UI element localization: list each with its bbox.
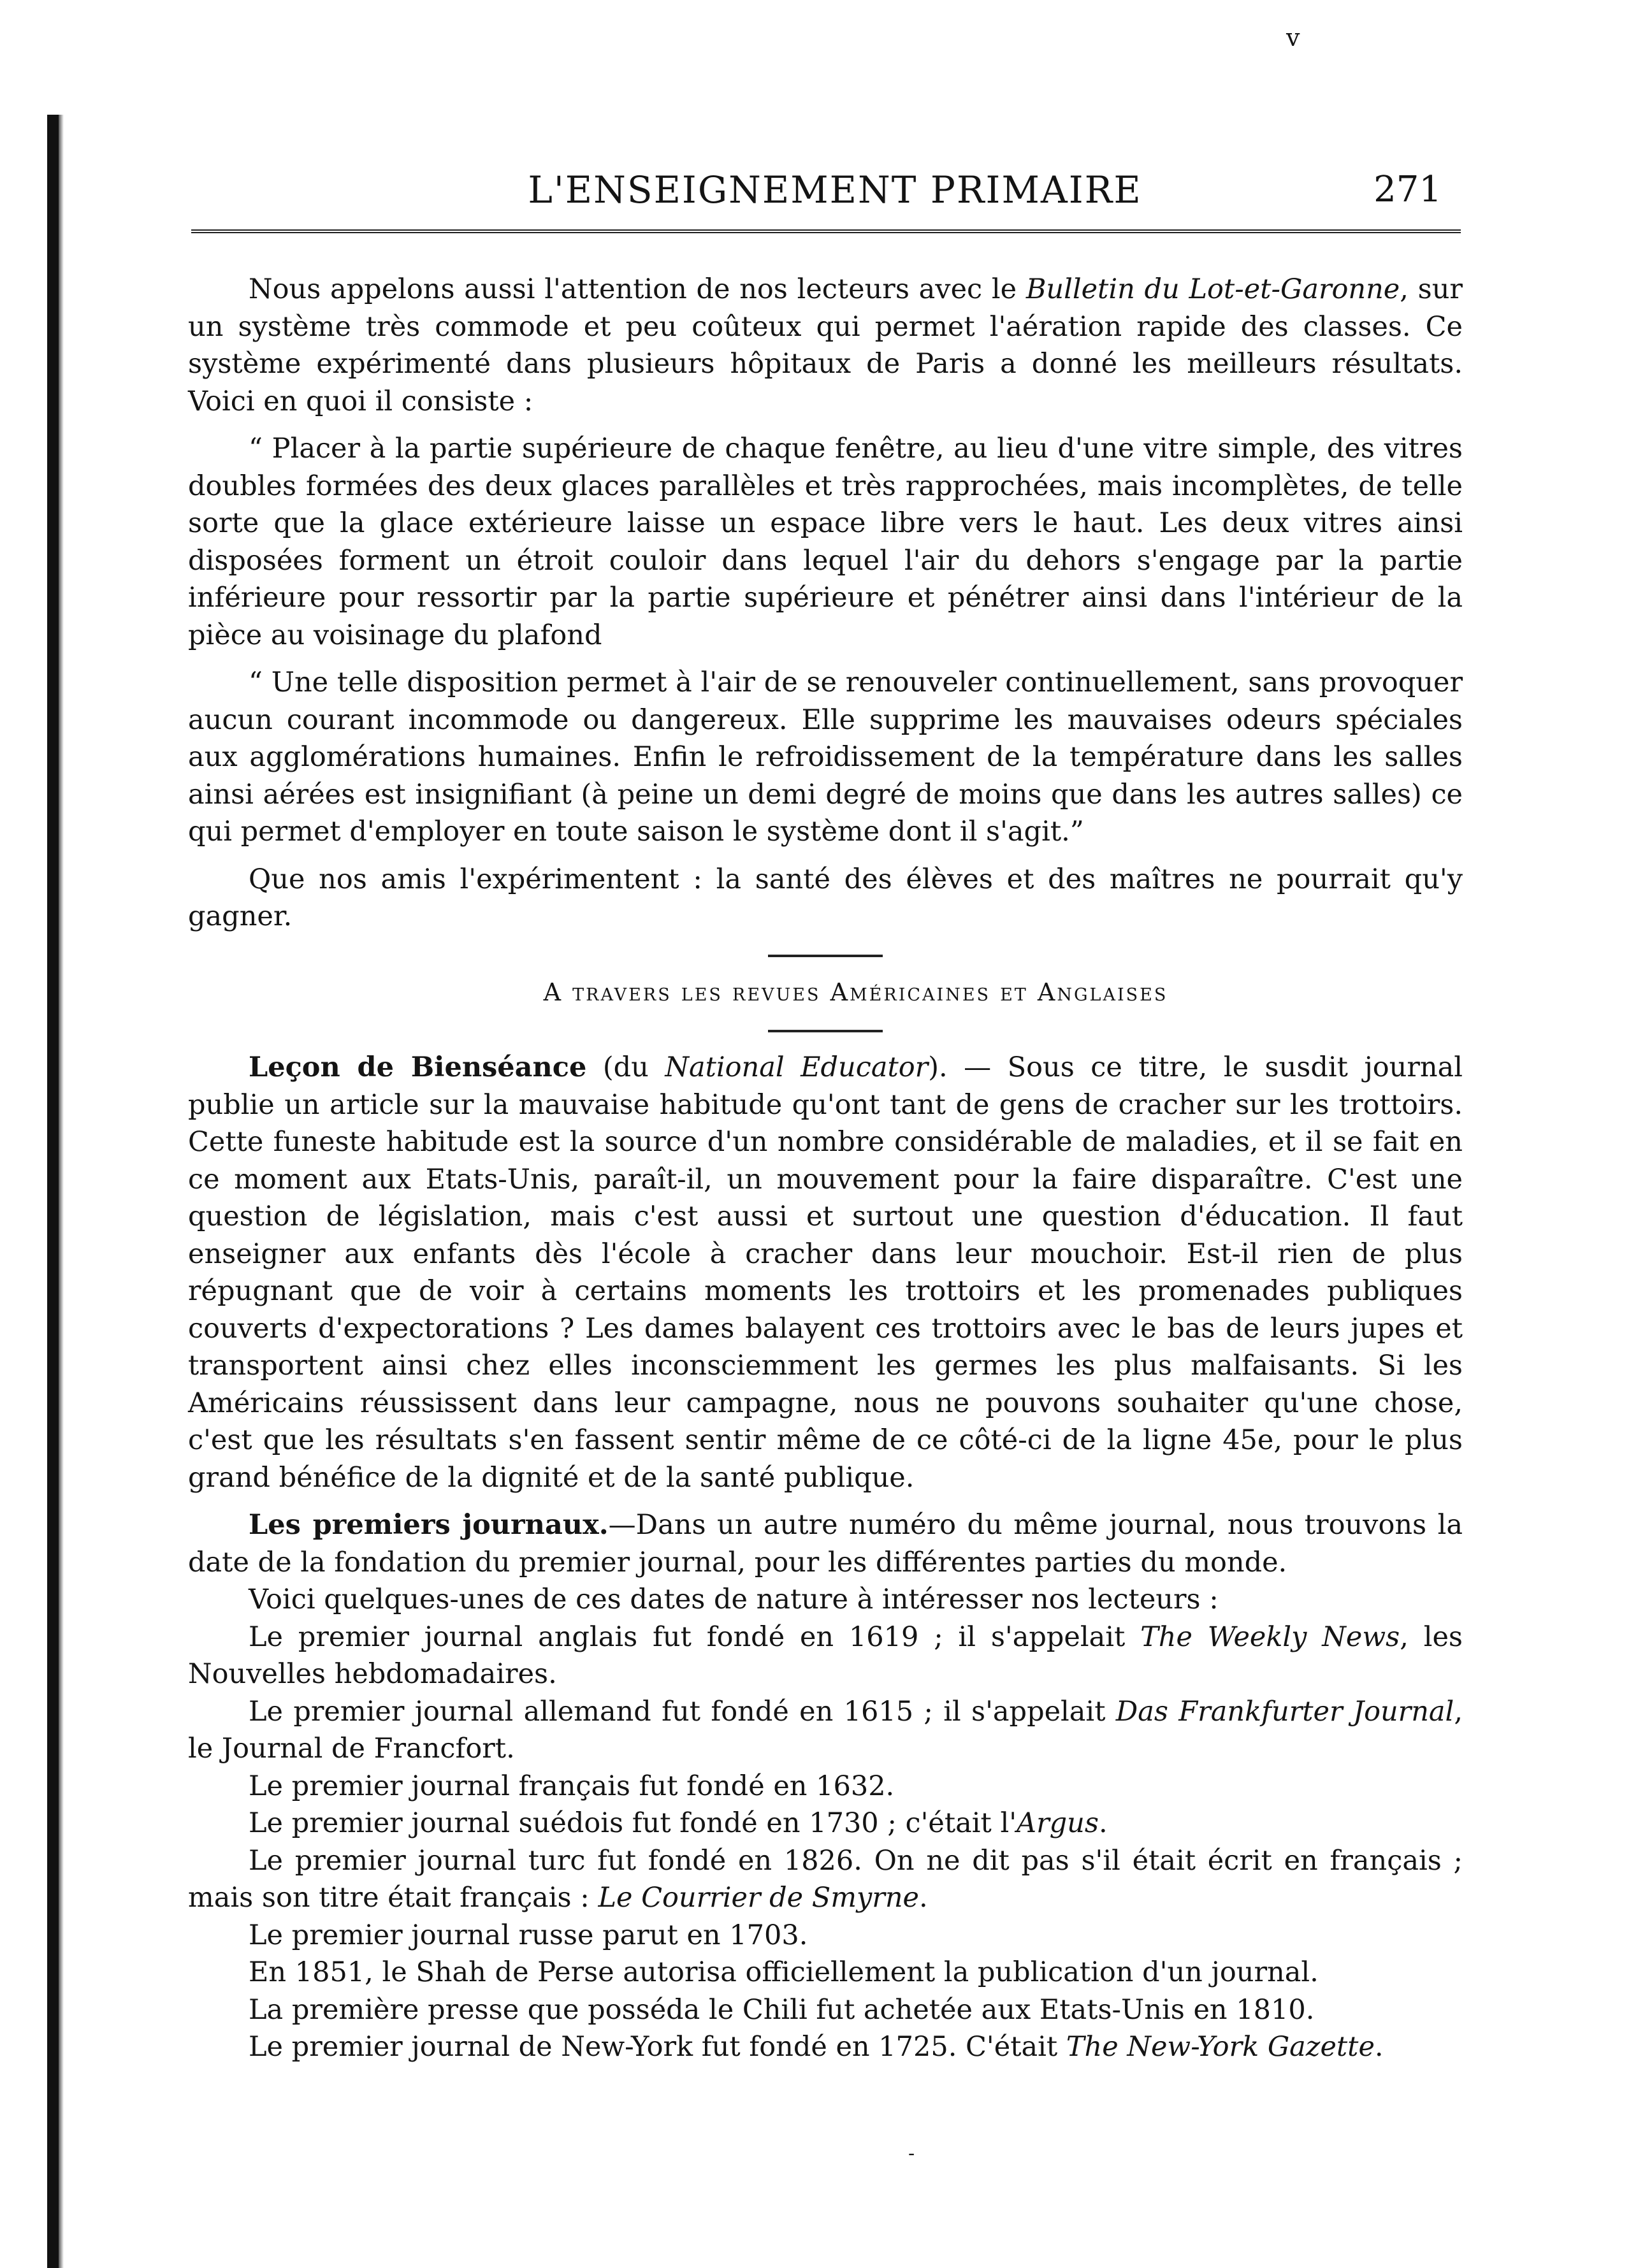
journal-entry-francais: Le premier journal français fut fondé en 1632. [249,1770,895,1802]
paragraph-closing: Que nos amis l'expérimentent : la santé des élèves et des maîtres ne pourrait qu'y gagner. [188,863,1463,932]
text-run: Le premier journal suédois fut fondé en 1730 ; c'était l' [249,1807,1017,1839]
text-run: Le premier journal anglais fut fondé en 1619 ; il s'appelait [249,1621,1141,1653]
text-run: —Dans un autre numéro du même journal, nous trouvons la date de la fondation du premier journal, pour les différentes parties du monde. [188,1509,1463,1578]
journal-entry-turc [188,1842,1463,1917]
running-title: L'ENSEIGNEMENT PRIMAIRE [528,168,1142,212]
bottom-mark: - [908,2142,915,2165]
text-run: (du [586,1051,665,1083]
text-run: , les Nouvelles hebdomadaires. [188,1621,1463,1690]
journal-title: Bulletin du Lot-et-Garonne [1025,273,1400,305]
journal-entry-suedois [188,1805,1463,1842]
journal-entry-chili: La première presse que posséda le Chili fut achetée aux Etats-Unis en 1810. [249,1993,1315,2026]
text-run: ). — [928,1051,1008,1083]
journal-entry-newyork [188,2028,1463,2066]
lecon-heading: Leçon de Bienséance [249,1051,587,1083]
paragraph-lecon [188,1049,1463,1496]
quote-paragraph-1: “ Placer à la partie supérieure de chaque fenêtre, au lieu d'une vitre simple, des vitres doubles formées des deux glaces parallèles et très rapprochées, mais incomplètes, de telle sorte que la glace extérieure laisse un espace libre vers le haut. Les deux vitres ainsi disposées forment un étroit couloir dans lequel l'air du dehors s'engage par la partie inférieure pour ressortir par la partie supérieure et pénétrer ainsi dans l'intérieur de la pièce au voisinage du plafond [188,433,1463,651]
section-heading: A travers les revues Américaines et Anglaises [543,978,1168,1006]
journaux-section [188,1506,1463,2066]
text-run: . [1098,1807,1108,1839]
corner-mark: v [1286,24,1300,52]
journal-title: The Weekly News [1140,1621,1400,1653]
text-run: , le Journal de Francfort. [188,1695,1463,1765]
journal-title: Argus [1017,1807,1099,1839]
journal-title: The New-York Gazette [1066,2031,1375,2063]
journal-title: Das Frankfurter Journal [1115,1695,1454,1728]
text-run: . [919,1882,928,1914]
journaux-heading: Les premiers journaux. [249,1509,609,1541]
text-run: Sous ce titre, le susdit journal publie un article sur la mauvaise habitude qu'ont tant de gens de cracher sur les trottoirs. Cette funeste habitude est la source d'un nombre considérable de maladies, et il se fait en ce moment aux Etats-Unis, paraît-il, un mouvement pour la faire disparaître. C'est une question de législation, mais c'est aussi et surtout une question d'éducation. Il faut enseigner aux enfants dès l'école à cracher dans leur mouchoir. Est-il rien de plus répugnant que de voir à certains moments les trottoirs et les promenades publiques couverts d'expectorations ? Les dames balayent ces trottoirs avec le bas de leurs jupes et transportent ainsi chez elles inconsciemment les germes les plus malfaisants. Si les Américains réussissent dans leur campagne, nous ne pouvons souhaiter qu'une chose, c'est que les résultats s'en fassent sentir même de ce côté-ci de la ligne 45e, pour le plus grand bénéfice de la dignité et de la santé publique. [188,1051,1463,1494]
quote-paragraph-2: “ Une telle disposition permet à l'air de se renouveler continuellement, sans provoquer aucun courant incommode ou dangereux. Elle supprime les mauvaises odeurs spéciales aux agglomérations humaines. Enfin le refroidissement de la température dans les salles ainsi aérées est insignifiant (à peine un demi degré de moins que dans les autres salles) ce qui permet d'employer en toute saison le système dont il s'agit.” [188,667,1463,848]
paragraph-voici: Voici quelques-unes de ces dates de nature à intéresser nos lecteurs : [249,1584,1219,1615]
binding-shadow [59,115,64,2268]
running-head [191,164,1461,215]
journal-entry-russe: Le premier journal russe parut en 1703. [249,1919,808,1951]
journal-entry-allemand [188,1693,1463,1768]
text-run: , sur un système très commode et peu coûteux qui permet l'aération rapide des classes. Ce système expérimenté dans plusieurs hôpitaux de Paris a donné les meilleurs résultats. Voici en quoi il consiste : [188,273,1463,417]
section-divider [768,1030,883,1032]
text-block [188,271,1463,2066]
section-divider [768,955,883,957]
journal-entry-perse: En 1851, le Shah de Perse autorisa officiellement la publication d'un journal. [249,1956,1319,1988]
text-run: Le premier journal de New-York fut fondé en 1725. C'était [249,2031,1066,2063]
page-number: 271 [1373,169,1442,210]
header-rule [191,229,1461,233]
text-run: Nous appelons aussi l'attention de nos lecteurs avec le [249,273,1026,305]
journal-title: Le Courrier de Smyrne [598,1882,919,1914]
text-run: Le premier journal turc fut fondé en 1826. On ne dit pas s'il était écrit en français ; mais son titre était français : [188,1844,1463,1914]
text-run: Le premier journal allemand fut fondé en 1615 ; il s'appelait [249,1695,1116,1728]
paragraph-aeration-intro [188,271,1463,420]
text-run: . [1374,2031,1384,2063]
journal-entry-anglais [188,1619,1463,1693]
journal-title: National Educator [665,1051,929,1083]
binding-edge [47,115,59,2268]
paragraph-journaux [188,1506,1463,1581]
